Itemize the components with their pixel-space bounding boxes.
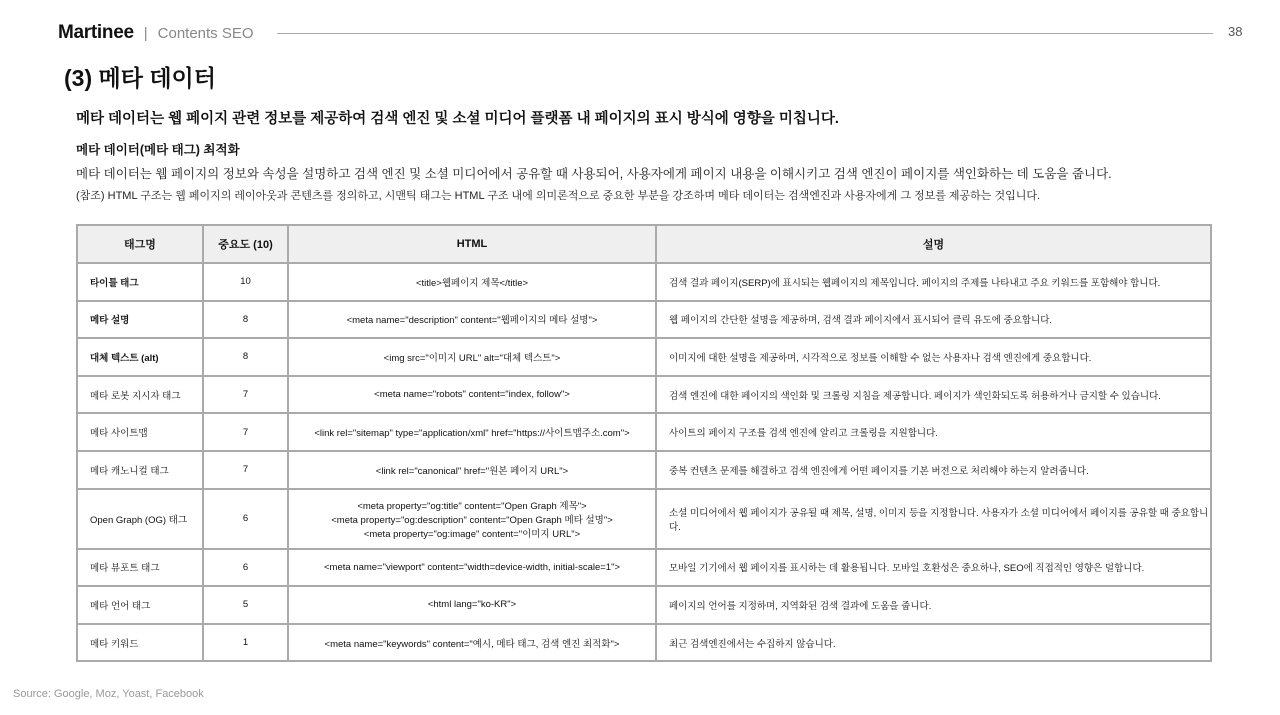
html-code: <meta name="robots" content="index, follow">: [374, 389, 570, 401]
html-code: <title>웹페이지 제목</title>: [415, 277, 529, 289]
table-row: [77, 451, 1211, 489]
header-importance: 중요도 (10): [203, 225, 288, 263]
html-code: <meta name="description" content="웹페이지의 메타 설명">: [346, 315, 598, 327]
html-code: <meta name="keywords" content="예시, 메타 태그, 검색 엔진 최적화">: [324, 638, 620, 650]
html-code: <img src="이미지 URL" alt="대체 텍스트">: [383, 352, 561, 364]
html-code: <link rel="sitemap" type="application/xml" href="https://사이트맵주소.com">: [314, 428, 630, 440]
table-row: [77, 624, 1211, 662]
importance-score: 7: [203, 376, 288, 414]
description: 메타 데이터는 웹 페이지의 정보와 속성을 설명하고 검색 엔진 및 소셜 미디어에서 공유할 때 사용되어, 사용자에게 페이지 내용을 이해시키고 검색 엔진이 페이지를 색인화하는 데 도움을 줍니다.: [76, 167, 1112, 181]
header-description: 설명: [656, 225, 1211, 263]
brand-logo: Martinee: [58, 22, 134, 43]
reference-note: (참조) HTML 구조는 웹 페이지의 레이아웃과 콘텐츠를 정의하고, 시맨틱 태그는 HTML 구조 내에 의미론적으로 중요한 부분을 강조하며 메타 데이터는 검색엔진과 사용자에게 그 정보를 제공하는 것입니다.: [76, 190, 1041, 202]
tag-description: 웹 페이지의 간단한 설명을 제공하며, 검색 결과 페이지에서 표시되어 클릭 유도에 중요합니다.: [656, 301, 1211, 339]
html-line: <meta property="og:image" content="이미지 URL">: [363, 528, 581, 540]
html-cell: [288, 263, 656, 301]
html-cell: [288, 586, 656, 624]
html-code: <link rel="canonical" href="원본 페이지 URL">: [375, 465, 569, 477]
tag-description: 최근 검색엔진에서는 수집하지 않습니다.: [656, 624, 1211, 662]
table-row: [77, 376, 1211, 414]
source-note: Source: Google, Moz, Yoast, Facebook: [13, 688, 204, 700]
slide-header: [58, 20, 1280, 46]
html-cell: [288, 549, 656, 587]
tag-name: 메타 뷰포트 태그: [77, 549, 203, 587]
html-cell: [288, 624, 656, 662]
tag-name: 메타 설명: [77, 301, 203, 339]
header-separator: |: [143, 24, 148, 42]
lead-text: 메타 데이터는 웹 페이지 관련 정보를 제공하여 검색 엔진 및 소셜 미디어 플랫폼 내 페이지의 표시 방식에 영향을 미칩니다.: [76, 111, 839, 127]
tag-description: 이미지에 대한 설명을 제공하며, 시각적으로 정보를 이해할 수 없는 사용자나 검색 엔진에게 중요합니다.: [656, 338, 1211, 376]
tag-name: 대체 텍스트 (alt): [77, 338, 203, 376]
meta-tag-table: [76, 224, 1212, 662]
importance-score: 6: [203, 549, 288, 587]
table-row: [77, 489, 1211, 549]
importance-score: 5: [203, 586, 288, 624]
tag-description: 검색 엔진에 대한 페이지의 색인화 및 크롤링 지침을 제공합니다. 페이지가 색인화되도록 허용하거나 금지할 수 있습니다.: [656, 376, 1211, 414]
html-code: <html lang="ko-KR">: [427, 599, 517, 611]
importance-score: 6: [203, 489, 288, 549]
tag-description: 페이지의 언어를 지정하며, 지역화된 검색 결과에 도움을 줍니다.: [656, 586, 1211, 624]
table-row: [77, 338, 1211, 376]
tag-description: 모바일 기기에서 웹 페이지를 표시하는 데 활용됩니다. 모바일 호환성은 중요하나, SEO에 직접적인 영향은 덜합니다.: [656, 549, 1211, 587]
section-name: Contents SEO: [157, 24, 254, 42]
html-code: <meta name="viewport" content="width=device-width, initial-scale=1">: [323, 561, 620, 573]
header-divider: [277, 33, 1213, 34]
table-header-row: [77, 225, 1211, 263]
tag-name: 메타 키워드: [77, 624, 203, 662]
importance-score: 7: [203, 451, 288, 489]
table-row: [77, 586, 1211, 624]
html-cell: [288, 338, 656, 376]
importance-score: 8: [203, 301, 288, 339]
page-number: 38: [1228, 24, 1243, 39]
table-row: [77, 301, 1211, 339]
table-row: [77, 263, 1211, 301]
tag-name: Open Graph (OG) 태그: [77, 489, 203, 549]
table-row: [77, 549, 1211, 587]
html-cell: [288, 413, 656, 451]
importance-score: 10: [203, 263, 288, 301]
html-cell: [288, 489, 656, 549]
html-line: <meta property="og:title" content="Open Graph 제목">: [357, 500, 587, 512]
importance-score: 1: [203, 624, 288, 662]
header-tag-name: 태그명: [77, 225, 203, 263]
header-html: HTML: [288, 225, 656, 263]
subtitle: 메타 데이터(메타 태그) 최적화: [76, 143, 240, 157]
tag-description: 소셜 미디어에서 웹 페이지가 공유될 때 제목, 설명, 이미지 등을 지정합니다. 사용자가 소셜 미디어에서 페이지를 공유할 때 중요합니다.: [656, 489, 1211, 549]
tag-name: 메타 캐노니컬 태그: [77, 451, 203, 489]
table-row: [77, 413, 1211, 451]
html-line: <meta property="og:description" content="Open Graph 메타 설명">: [331, 514, 613, 526]
importance-score: 8: [203, 338, 288, 376]
tag-description: 사이트의 페이지 구조를 검색 엔진에 알리고 크롤링을 지원합니다.: [656, 413, 1211, 451]
html-cell: [288, 451, 656, 489]
tag-name: 메타 사이트맵: [77, 413, 203, 451]
page-title: (3) 메타 데이터: [64, 65, 216, 91]
html-cell: [288, 301, 656, 339]
importance-score: 7: [203, 413, 288, 451]
html-cell: [288, 376, 656, 414]
tag-description: 검색 결과 페이지(SERP)에 표시되는 웹페이지의 제목입니다. 페이지의 주제를 나타내고 주요 키워드를 포함해야 합니다.: [656, 263, 1211, 301]
tag-name: 메타 언어 태그: [77, 586, 203, 624]
tag-name: 메타 로봇 지시자 태그: [77, 376, 203, 414]
tag-description: 중복 컨텐츠 문제를 해결하고 검색 엔진에게 어떤 페이지를 기본 버전으로 처리해야 하는지 알려줍니다.: [656, 451, 1211, 489]
tag-name: 타이틀 태그: [77, 263, 203, 301]
